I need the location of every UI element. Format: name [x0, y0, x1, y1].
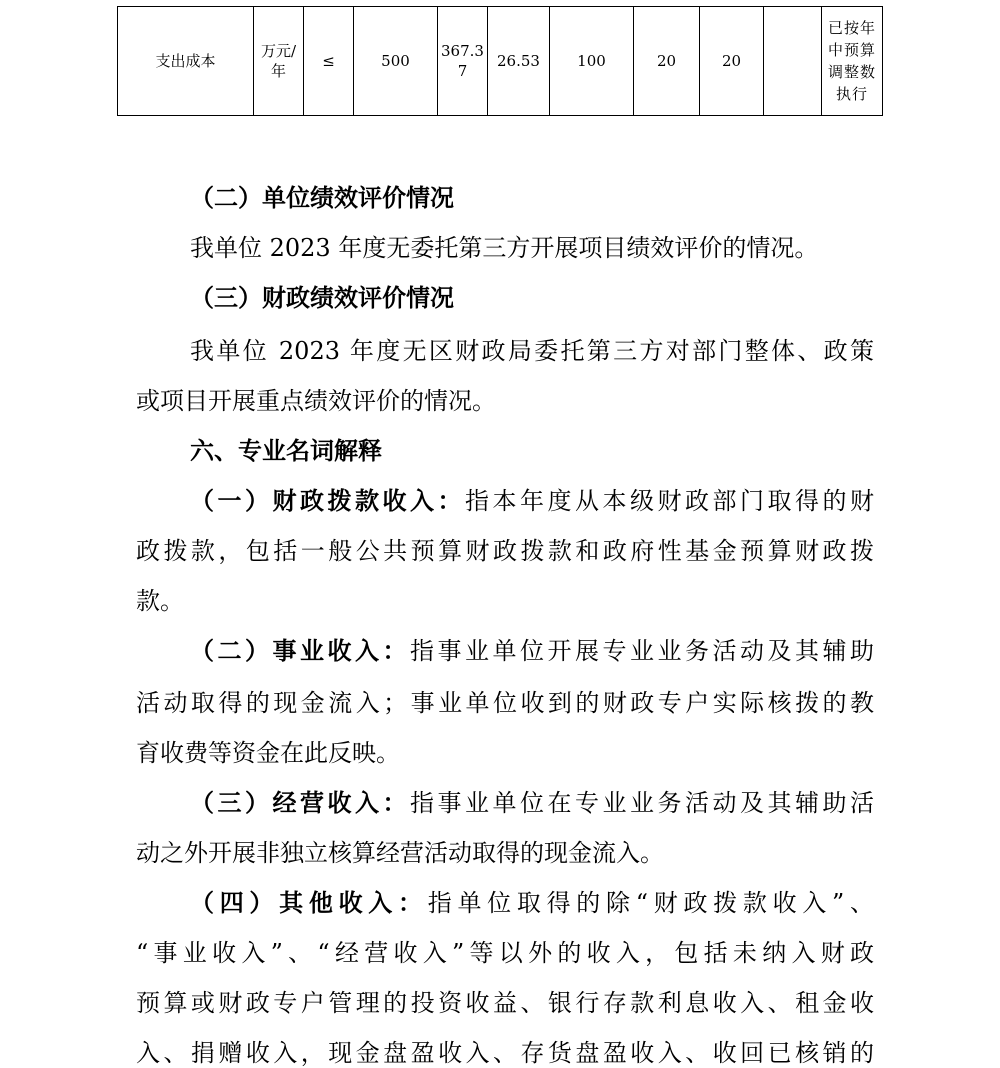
value-cell: 26.53: [488, 7, 550, 116]
paragraph-line: 或项目开展重点绩效评价的情况。: [136, 387, 496, 415]
table-row: [118, 7, 883, 116]
unit-cell: 万元/年: [254, 7, 304, 116]
paragraph-line: 政拨款，包括一般公共预算财政拨款和政府性基金预算财政拨: [136, 537, 874, 565]
section-heading: 六、专业名词解释: [190, 436, 382, 465]
term-line: [190, 888, 874, 918]
paragraph-line: 预算或财政专户管理的投资收益、银行存款利息收入、租金收: [136, 989, 874, 1017]
score-cell: 20: [700, 7, 764, 116]
term-title: （四）其他收入：: [190, 888, 428, 917]
term-title: （二）事业收入：: [190, 636, 410, 665]
value-cell: 100: [550, 7, 634, 116]
term-line: [190, 486, 874, 516]
paragraph-line: 款。: [136, 587, 184, 615]
weight-cell: 20: [634, 7, 700, 116]
section-heading: （二）单位绩效评价情况: [190, 183, 454, 212]
indicator-table: [117, 6, 883, 116]
paragraph-line: 育收费等资金在此反映。: [136, 739, 400, 767]
section-heading: （三）财政绩效评价情况: [190, 283, 454, 312]
term-text: 指事业单位开展专业业务活动及其辅助: [410, 637, 874, 665]
term-line: [190, 636, 874, 666]
term-title: （三）经营收入：: [190, 788, 410, 817]
term-title: （一）财政拨款收入：: [190, 486, 465, 515]
empty-cell: [764, 7, 822, 116]
paragraph-line: 入、捐赠收入，现金盘盈收入、存货盘盈收入、收回已核销的: [136, 1039, 874, 1067]
term-text: 指事业单位在专业业务活动及其辅助活: [410, 789, 874, 817]
actual-cell: 367.37: [438, 7, 488, 116]
term-text: 指本年度从本级财政部门取得的财: [465, 487, 874, 515]
target-cell: 500: [354, 7, 438, 116]
paragraph-line: 动之外开展非独立核算经营活动取得的现金流入。: [136, 839, 664, 867]
paragraph-line: 我单位 2023 年度无区财政局委托第三方对部门整体、政策: [190, 337, 874, 365]
paragraph-line: “事业收入”、“经营收入”等以外的收入，包括未纳入财政: [136, 939, 874, 967]
paragraph-line: 我单位 2023 年度无委托第三方开展项目绩效评价的情况。: [190, 234, 819, 262]
operator-cell: ≤: [304, 7, 354, 116]
indicator-name-cell: 支出成本: [118, 7, 254, 116]
term-line: [190, 788, 874, 818]
note-cell: 已按年中预算调整数执行: [822, 7, 883, 116]
paragraph-line: 活动取得的现金流入；事业单位收到的财政专户实际核拨的教: [136, 689, 874, 717]
term-text: 指单位取得的除“财政拨款收入”、: [427, 889, 875, 917]
